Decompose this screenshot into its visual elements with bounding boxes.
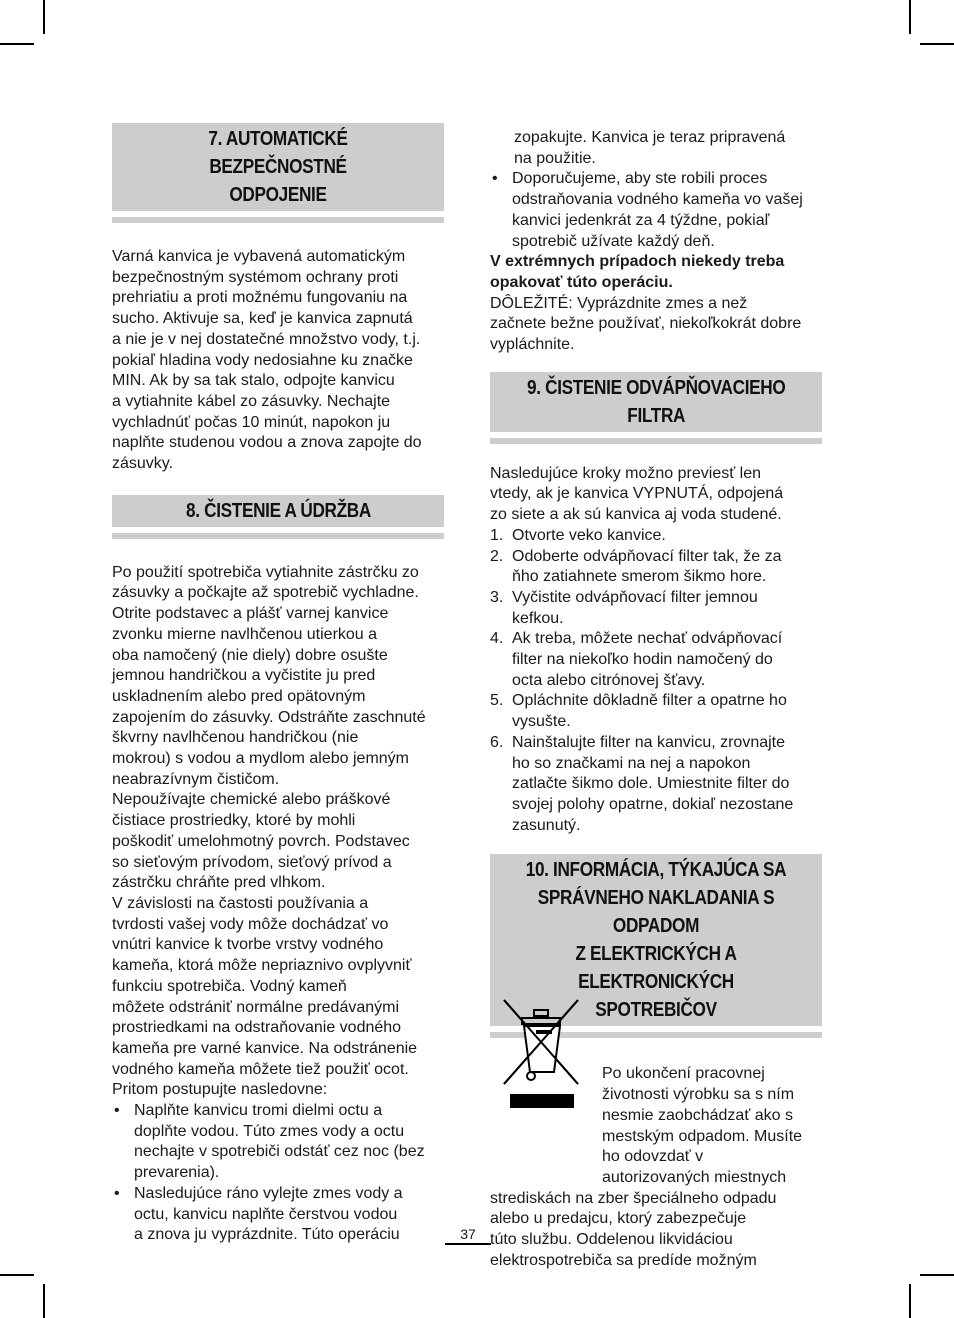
- list-item: 6. Nainštalujte filter na kanvicu, zrovnajte ho so značkami na nej a napokon zatlačte šikmo dole. Umiestnite filter do svojej polohy opatrne, dokiaľ nezostane zasunutý.: [490, 733, 794, 834]
- section-9-steps: [490, 526, 822, 837]
- section-7-heading: 7. AUTOMATICKÉ BEZPEČNOSTNÉ ODPOJENIE: [112, 123, 444, 211]
- section-9-intro: Nasledujúce kroky možno previesť len vtedy, ak je kanvica VYPNUTÁ, odpojená zo siete a ak sú kanvica aj voda studené.: [490, 464, 784, 524]
- crop-mark: [920, 1274, 954, 1276]
- list-item: 4. Ak treba, môžete nechať odvápňovací filter na niekoľko hodin namočený do octa alebo citrónovej šťavy.: [490, 630, 783, 689]
- list-item: 1. Otvorte veko kanvice.: [490, 526, 666, 544]
- bold-note: V extrémnych prípadoch niekedy treba opakovať túto operáciu.: [490, 253, 785, 291]
- section-8-heading: 8. ČISTENIE A ÚDRŽBA: [112, 495, 444, 527]
- section-8-bullet-list: [112, 1101, 444, 1246]
- important-note: DÔLEŽITÉ: Vyprázdnite zmes a než začnete bežne používať, niekoľkokrát dobre vypláchnite.: [490, 294, 802, 354]
- crop-mark: [909, 1284, 911, 1318]
- section-8-continued: zopakujte. Kanvica je teraz pripravená na použitie.: [514, 129, 786, 167]
- crop-mark: [0, 43, 34, 45]
- crop-mark: [43, 0, 45, 34]
- section-7-body: Varná kanvica je vybavená automatickým bezpečnostným systémom ochrany proti prehriatiu a proti možnému fungovaniu na sucho. Aktivuje sa, keď je kanvica zapnutá a nie je v nej dostatečné množstvo vody, t.j. pokiaľ hladina vody nedosiahne ku značke MIN. Ak by sa tak stalo, odpojte kanvicu a vytiahnite kábel zo zásuvky. Nechajte vychladnúť počas 10 minút, napokon ju naplňte studenou vodou a znova zapojte do zásuvky.: [112, 248, 422, 473]
- heading-underline-bar: [112, 217, 444, 223]
- heading-underline-bar: [112, 533, 444, 539]
- section-10-heading: 10. INFORMÁCIA, TÝKAJÚCA SA SPRÁVNEHO NAKLADANIA S ODPADOM Z ELEKTRICKÝCH A ELEKTRONICKÝCH SPOTREBIČOV: [490, 854, 822, 1026]
- list-item: • Nasledujúce ráno vylejte zmes vody a octu, kanvicu naplňte čerstvou vodou a znova ju vyprázdnite. Túto operáciu: [114, 1184, 403, 1244]
- crop-mark: [43, 1284, 45, 1318]
- page-number: 37: [445, 1226, 491, 1245]
- list-item: 5. Opláchnite dôkladně filter a opatrne ho vysušte.: [490, 692, 787, 731]
- section-10-body: strediskách na zber špeciálneho odpadu alebo u predajcu, ktorý zabezpečuje túto službu. Oddelenou likvidáciou elektrospotrebiča sa predíde možným: [490, 1189, 777, 1269]
- section-8-bullet-list-2: [490, 169, 822, 252]
- heading-underline-bar: [490, 438, 822, 444]
- bullet-marker: •: [114, 1184, 120, 1202]
- list-item: • Naplňte kanvicu tromi dielmi octu a doplňte vodou. Túto zmes vody a octu nechajte v spotrebiči odstáť cez noc (bez prevarenia).: [114, 1102, 425, 1182]
- bullet-marker: •: [114, 1102, 120, 1120]
- crop-mark: [920, 43, 954, 45]
- section-9-heading: 9. ČISTENIE ODVÁPŇOVACIEHO FILTRA: [490, 372, 822, 432]
- section-10-side-text: Po ukončení pracovnej životnosti výrobku sa s ním nesmie zaobchádzať ako s mestským odpadom. Musíte ho odovzdať v autorizovaných miestnych: [602, 1065, 803, 1186]
- crop-mark: [0, 1274, 34, 1276]
- left-column: [112, 123, 444, 1246]
- crossed-out-wheelie-bin-icon: [500, 998, 582, 1110]
- crop-mark: [909, 0, 911, 34]
- list-item: 2. Odoberte odvápňovací filter tak, že za ňho zatiahnete smerom šikmo hore.: [490, 547, 782, 586]
- section-8-body: Po použití spotrebiča vytiahnite zástrčku zo zásuvky a počkajte až spotrebič vychladne. Otrite podstavec a plášť varnej kanvice zvonku mierne navlhčenou utierkou a oba namočený (nie diely) dobre osušte jemnou handričkou a vyčistite ju pred uskladnením alebo pred opätovným zapojením do zásuvky. Odstráňte zaschnuté škvrny navlhčenou handričkou (nie mokrou) s vodou a mydlom alebo jemným neabrazívnym čističom. Nepoužívajte chemické alebo práškové čistiace prostriedky, ktoré by mohli poškodiť umelohmotný povrch. Podstavec so sieťovým prívodom, sieťový prívod a zástrčku chráňte pred vlhkom. V závislosti na častosti používania a tvrdosti vašej vody môže dochádzať vo vnútri kanvice k tvorbe vrstvy vodného kameňa, ktorá môže nepriaznivo ovplyvniť funkciu spotrebiča. Vodný kameň môžete odstrániť normálne predávanými prostriedkami na odstraňovanie vodného kameňa pre varné kanvice. Na odstránenie vodného kameňa môžete tiež použiť ocot. Pritom postupujte nasledovne:: [112, 563, 426, 1099]
- bullet-marker: •: [492, 170, 498, 188]
- list-item: • Doporučujeme, aby ste robili proces odstraňovania vodného kameňa vo vašej kanvici jedenkrát za 4 týždne, pokiaľ spotrebič užívate každý deň.: [492, 170, 803, 250]
- list-item: 3. Vyčistite odvápňovací filter jemnou kefkou.: [490, 588, 758, 627]
